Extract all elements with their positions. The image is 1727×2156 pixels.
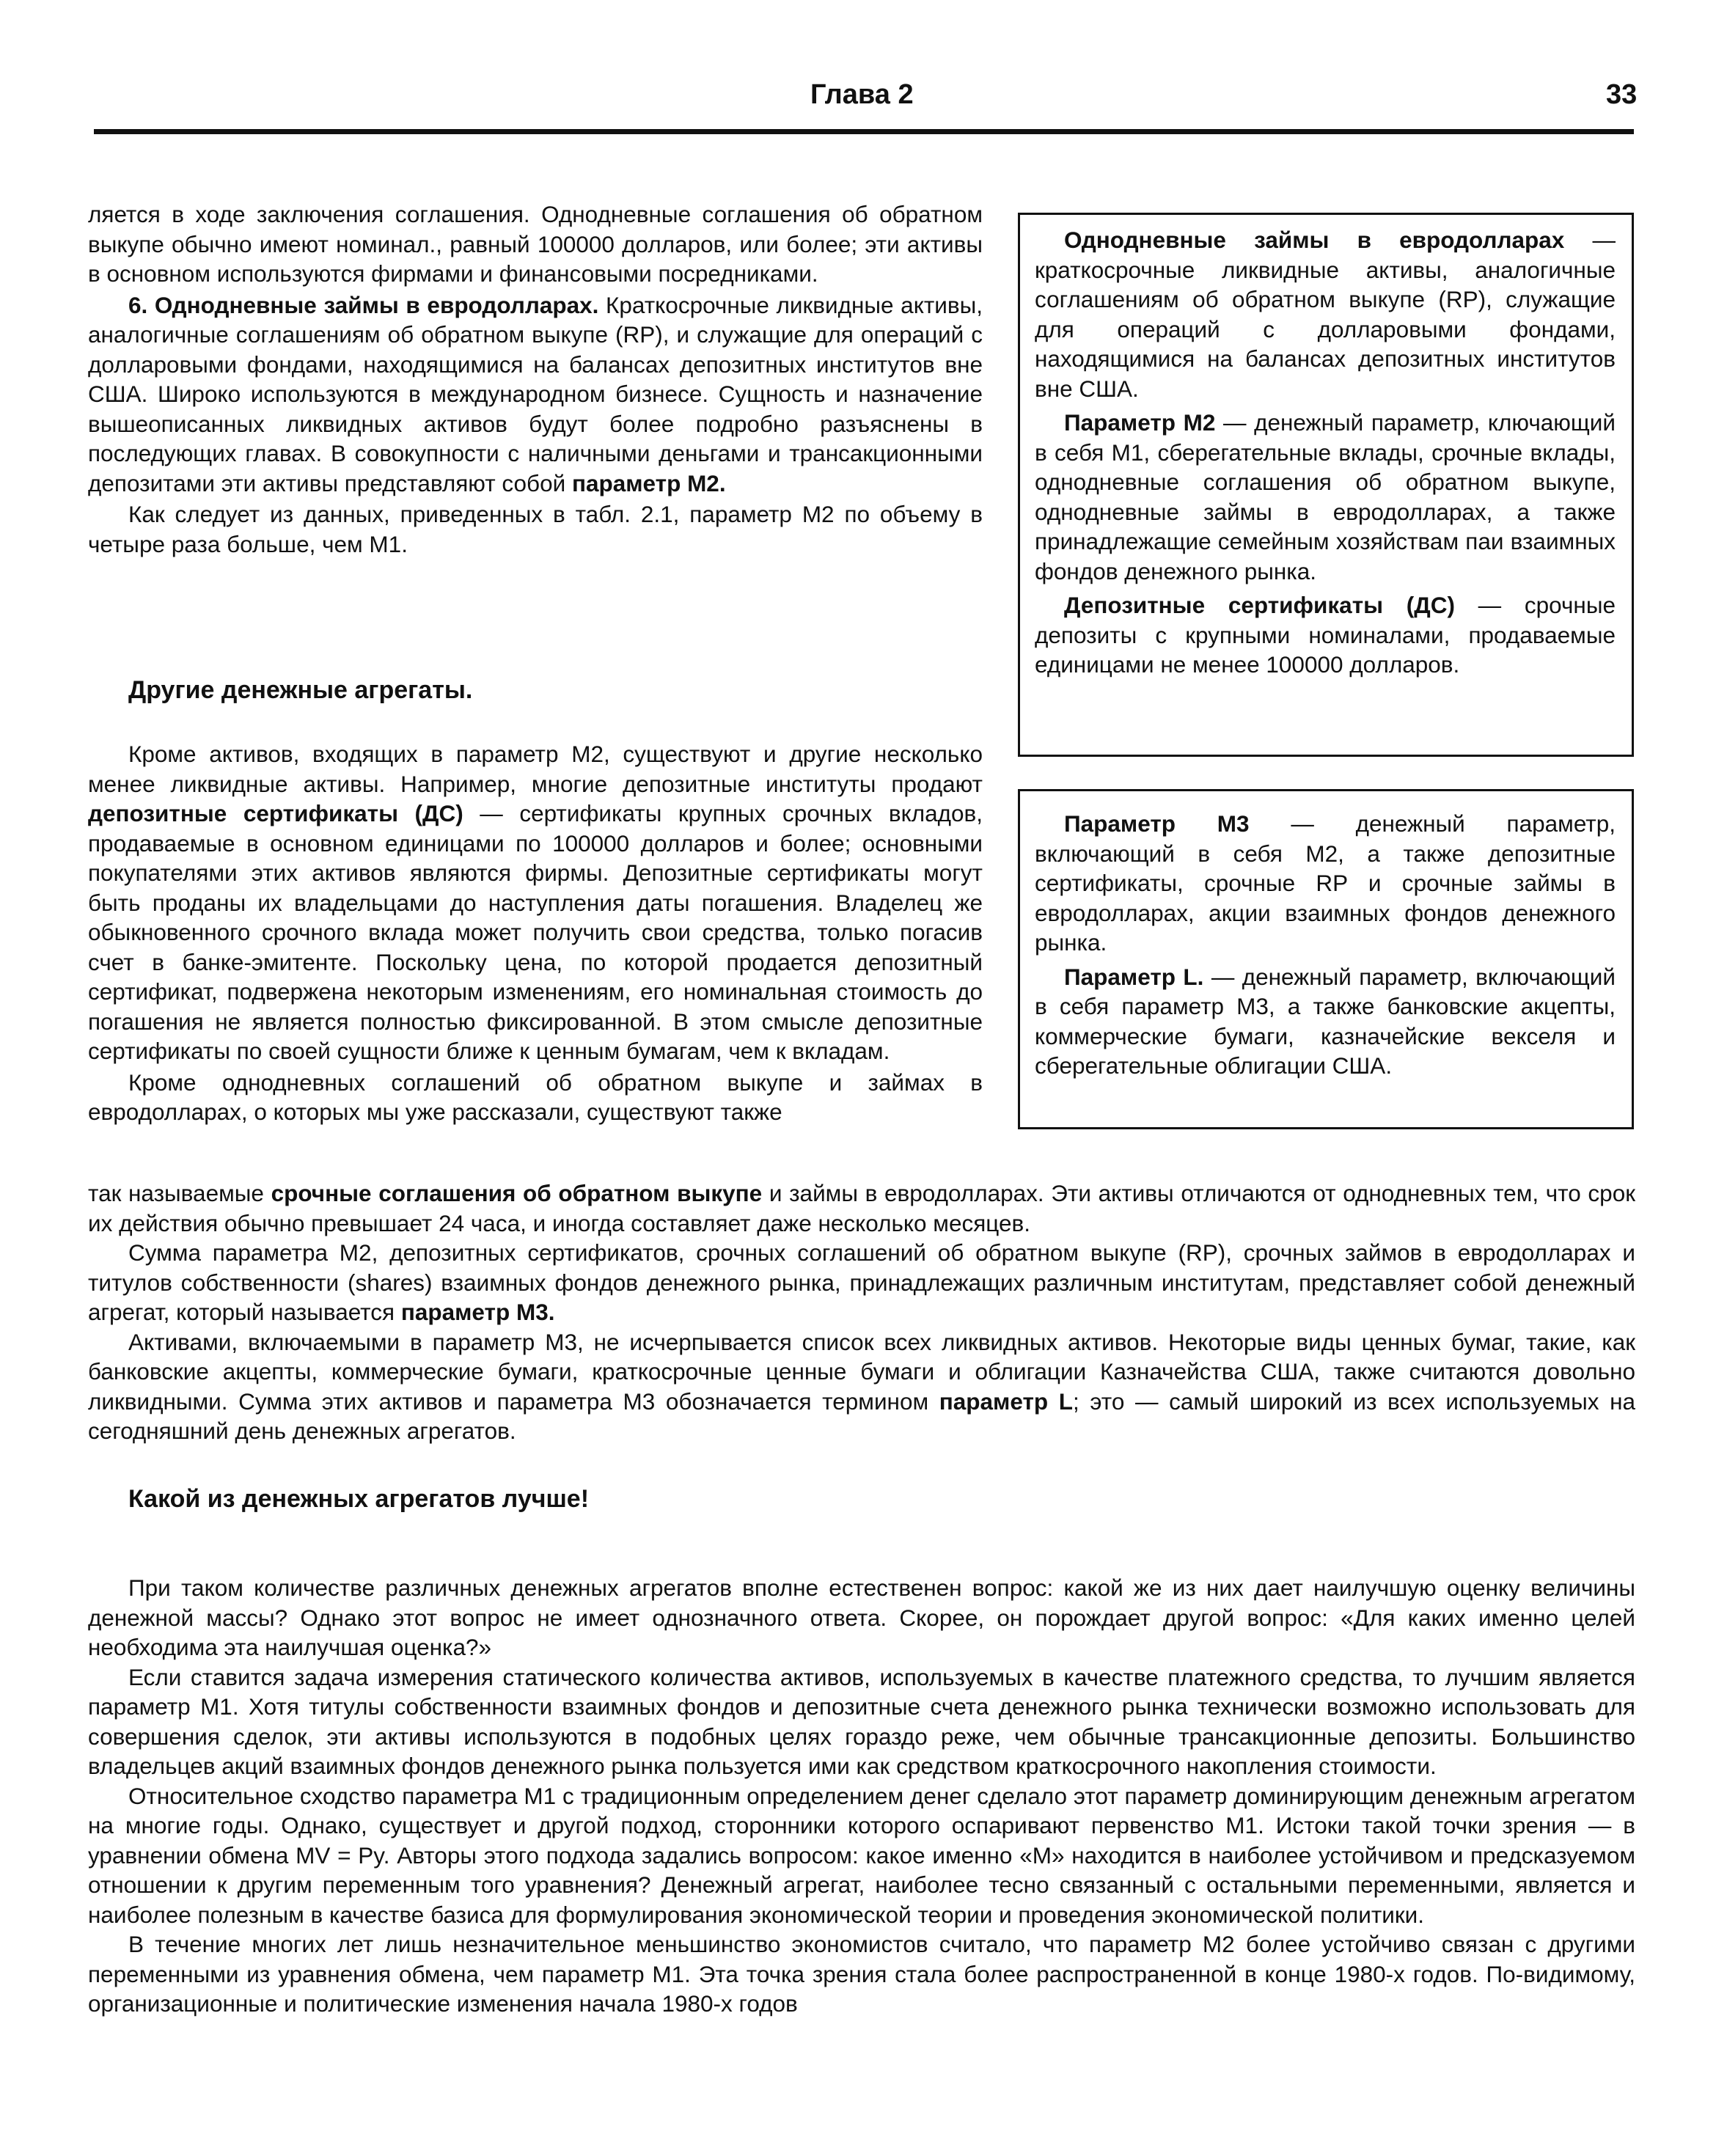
page-number: 33 xyxy=(1606,79,1638,110)
full-width-text-continued xyxy=(88,1573,1635,2019)
term-bold: Параметр L. xyxy=(1064,963,1204,990)
paragraph: ляется в ходе заключения соглашения. Однодневные соглашения об обратном выкупе обычно имеют номинал., равный 100000 долларов, или более; эти активы в основном используются фирмами и финансовыми посредниками. xyxy=(88,201,983,287)
paragraph: Кроме однодневных соглашений об обратном выкупе и займах в евродолларах, о которых мы уже рассказали, существуют также xyxy=(88,1068,983,1125)
left-column-continued xyxy=(88,739,983,1129)
term-bold: Параметр М3 xyxy=(1064,810,1250,837)
paragraph: так называемые срочные соглашения об обратном выкупе и займы в евродолларах. Эти активы отличаются от однодневных тем, что срок их действия обычно превышает 24 часа, и иногда составляет даже несколько месяцев. xyxy=(88,1180,1635,1236)
paragraph: Сумма параметра М2, депозитных сертификатов, срочных соглашений об обратном выкупе (RP), срочных займов в евродолларах и титулов собственности (shares) взаимных фондов денежного рынка, принадлежащих различным институтам, представляет собой денежный агрегат, который называется параметр М3. xyxy=(88,1239,1635,1325)
section-heading: Какой из денежных агрегатов лучше! xyxy=(128,1485,590,1513)
paragraph: Как следует из данных, приведенных в табл. 2.1, параметр М2 по объему в четыре раза больше, чем М1. xyxy=(88,501,983,557)
term-bold: Параметр М2 xyxy=(1064,409,1216,436)
section-heading: Другие денежные агрегаты. xyxy=(128,676,473,704)
term-bold: срочные соглашения об обратном выкупе xyxy=(271,1180,763,1206)
paragraph: 6. Однодневные займы в евродолларах. Краткосрочные ликвидные активы, аналогичные соглашениям об обратном выкупе (RP), и служащие для операций с долларовыми фондами, находящимися на балансах депозитных институтов вне США. Широко используются в международном бизнесе. Сущность и назначение вышеописанных ликвидных активов будут более подробно разъяснены в последующих главах. В совокупности с наличными деньгами и трансакционными депозитами эти активы представляют собой параметр М2. xyxy=(88,291,983,496)
term-bold: Однодневные займы в евродолларах xyxy=(1064,227,1565,253)
definition: Параметр М3 — денежный параметр, включающий в себя М2, а также депозитные сертификаты, срочные RP и срочные займы в евродолларах, акции взаимных фондов денежного рынка. xyxy=(1035,810,1616,956)
term-bold: параметр М2. xyxy=(571,469,726,496)
paragraph: Кроме активов, входящих в параметр М2, существуют и другие несколько менее ликвидные активы. Например, многие депозитные институты продают депозитные сертификаты (ДС) — сертификаты крупных срочных вкладов, продаваемые в основном единицами по 100000 долларов и более; основными покупателями этих активов являются фирмы. Депозитные сертификаты могут быть проданы их владельцами до наступления даты погашения. Владелец же обыкновенного срочного вклада может получить свои средства, только погасив счет в банке-эмитенте. Поскольку цена, по которой продается депозитный сертификат, подвержена некоторым изменениям, его номинальная стоимость до погашения не является полностью фиксированной. В этом смысле депозитные сертификаты по своей сущности ближе к ценным бумагам, чем к вкладам. xyxy=(88,741,983,1064)
paragraph: Если ставится задача измерения статического количества активов, используемых в качестве платежного средства, то лучшим является параметр М1. Хотя титулы собственности взаимных фондов и депозитные счета денежного рынка технически возможно использовать для совершения сделок, эти активы используются в подобных целях гораздо реже, чем обычные трансакционные депозиты. Большинство владельцев акций взаимных фондов денежного рынка пользуется ими как средством краткосрочного накопления стоимости. xyxy=(88,1663,1635,1779)
paragraph: Активами, включаемыми в параметр М3, не исчерпывается список всех ликвидных активов. Некоторые виды ценных бумаг, такие, как банковские акцепты, коммерческие бумаги, краткосрочные ценные бумаги и облигации Казначейства США, также считаются довольно ликвидными. Сумма этих активов и параметра М3 обозначается термином параметр L; это — самый широкий из всех используемых на сегодняшний день денежных агрегатов. xyxy=(88,1328,1635,1444)
header-rule xyxy=(94,129,1634,134)
term-bold: параметр М3. xyxy=(400,1299,555,1325)
term-bold: депозитные сертификаты (ДС) xyxy=(88,800,463,826)
paragraph: При таком количестве различных денежных агрегатов вполне естественен вопрос: какой же из них дает наилучшую оценку величины денежной массы? Однако этот вопрос не имеет однозначного ответа. Скорее, он порождает другой вопрос: «Для каких именно целей необходима эта наилучшая оценка?» xyxy=(88,1574,1635,1660)
definition: Параметр М2 — денежный параметр, ключающий в себя М1, сберегательные вклады, срочные вклады, однодневные соглашения об обратном выкупе, однодневные займы в евродолларах, а также принадлежащие семейным хозяйствам паи взаимных фондов денежного рынка. xyxy=(1035,409,1616,584)
definition: Однодневные займы в евродолларах — краткосрочные ликвидные активы, аналогичные соглашениям об обратном выкупе (RP), служащие для операций с долларовыми фондами, находящимися на балансах депозитных институтов вне США. xyxy=(1035,227,1616,402)
full-width-text xyxy=(88,1178,1635,1446)
term-bold: Депозитные сертификаты (ДС) xyxy=(1064,592,1455,618)
definition-box xyxy=(1018,213,1634,757)
paragraph: В течение многих лет лишь незначительное меньшинство экономистов считало, что параметр М2 более устойчиво связан с другими переменными из уравнения обмена, чем параметр М1. Эта точка зрения стала более распространенной в конце 1980-х годов. По-видимому, организационные и политические изменения начала 1980-х годов xyxy=(88,1931,1635,2017)
term-bold: 6. Однодневные займы в евродолларах. xyxy=(128,291,599,318)
chapter-title: Глава 2 xyxy=(810,79,914,110)
paragraph: Относительное сходство параметра М1 с традиционным определением денег сделало этот параметр доминирующим денежным агрегатом на многие годы. Однако, существует и другой подход, сторонники которого оспаривают первенство М1. Истоки такой точки зрения — в уравнении обмена MV = Py. Авторы этого подхода задались вопросом: какое именно «М» находится в наиболее устойчивом и предсказуемом отношении к другим переменным того уравнения? Денежный агрегат, наиболее тесно связанный с остальными переменными, является и наиболее полезным в качестве базиса для формулирования экономической теории и проведения экономической политики. xyxy=(88,1782,1635,1928)
definition-box xyxy=(1018,789,1634,1129)
left-column xyxy=(88,199,983,560)
definition: Параметр L. — денежный параметр, включающий в себя параметр М3, а также банковские акцепты, коммерческие бумаги, казначейские векселя и сберегательные облигации США. xyxy=(1035,963,1616,1079)
term-bold: параметр L xyxy=(939,1387,1073,1415)
definition: Депозитные сертификаты (ДС) — срочные депозиты с крупными номиналами, продаваемые единицами не менее 100000 долларов. xyxy=(1035,592,1616,678)
